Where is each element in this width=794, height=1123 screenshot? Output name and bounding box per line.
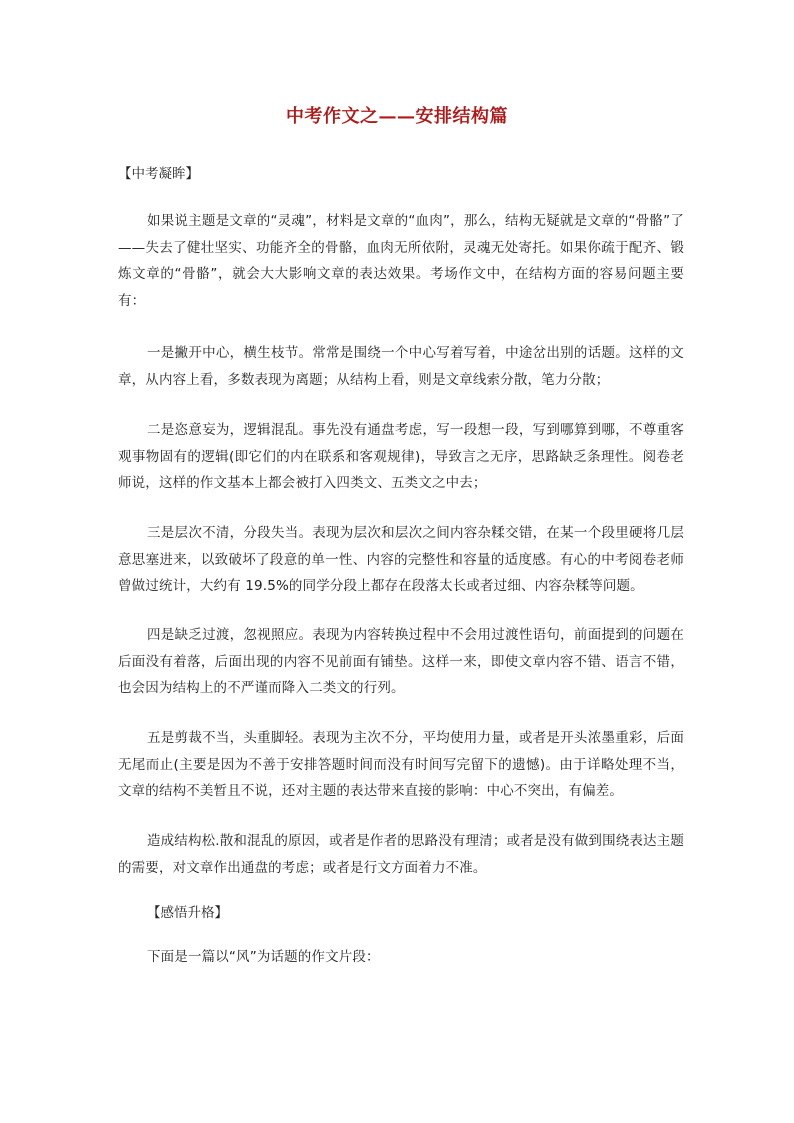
document-title: 中考作文之——安排结构篇 [286,106,508,127]
problem-paragraph-2: 二是恣意妄为，逻辑混乱。事先没有通盘考虑，写一段想一段，写到哪算到哪，不尊重客观事物固有的逻辑(即它们的内在联系和客观规律)，导致言之无序，思路缺乏条理性。阅卷老师说，这样的作文基本上都会被打入四类文、五类文之中去； [118,422,684,491]
problem-paragraph-1: 一是撇开中心，横生枝节。常常是围绕一个中心写着写着，中途岔出别的话题。这样的文章，从内容上看，多数表现为离题；从结构上看，则是文章线索分散，笔力分散； [118,345,684,388]
section-heading-ganwu-shengge: 【感悟升格】 [147,905,228,921]
intro-paragraph: 如果说主题是文章的“灵魂”，材料是文章的“血肉”，那么，结构无疑就是文章的“骨骼”了——失去了健壮坚实、功能齐全的骨骼，血肉无所依附，灵魂无处寄托。如果你疏于配齐、锻炼文章的“骨骼”，就会大大影响文章的表达效果。考场作文中，在结构方面的容易问题主要有： [118,213,684,309]
problem-paragraph-4: 四是缺乏过渡，忽视照应。表现为内容转换过程中不会用过渡性语句，前面提到的问题在后面没有着落，后面出现的内容不见前面有铺垫。这样一来，即使文章内容不错、语言不错，也会因为结构上的不严谨而降入二类文的行列。 [118,627,684,696]
section-heading-zhongkao-ningmou: 【中考凝眸】 [118,166,199,182]
problem-paragraph-3: 三是层次不清，分段失当。表现为层次和层次之间内容杂糅交错，在某一个段里硬将几层意思塞进来，以致破坏了段意的单一性、内容的完整性和容量的适度感。有心的中考阅卷老师曾做过统计，大约有 19.5%的同学分段上都存在段落太长或者过细、内容杂糅等问题。 [118,525,684,594]
problem-paragraph-5: 五是剪裁不当，头重脚轻。表现为主次不分，平均使用力量，或者是开头浓墨重彩，后面无尾而止(主要是因为不善于安排答题时间而没有时间写完留下的遗憾)。由于详略处理不当，文章的结构不美暂且不说，还对主题的表达带来直接的影响：中心不突出，有偏差。 [118,730,684,799]
cause-paragraph: 造成结构松.散和混乱的原因，或者是作者的思路没有理清；或者是没有做到围绕表达主题的需要，对文章作出通盘的考虑；或者是行文方面着力不准。 [118,833,684,876]
example-intro-paragraph: 下面是一篇以“风”为话题的作文片段： [147,949,380,965]
